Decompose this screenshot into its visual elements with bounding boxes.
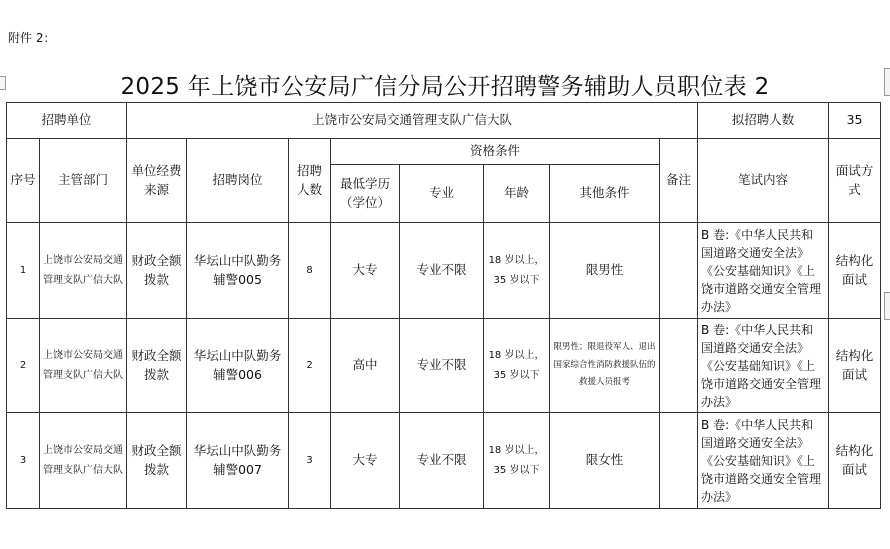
row-other: 限男性；限退役军人、退出国家综合性消防救援队伍的救援人员报考	[550, 319, 660, 413]
row-exam: B 卷:《中华人民共和国道路交通安全法》《公安基础知识》《上饶市道路交通安全管理办法》	[698, 223, 829, 319]
row-funding: 财政全额拨款	[127, 223, 187, 319]
recruit-unit-label: 招聘单位	[7, 103, 127, 139]
row-education: 大专	[331, 223, 400, 319]
col-header-funding: 单位经费来源	[127, 139, 187, 223]
recruit-unit-value: 上饶市公安局交通管理支队广信大队	[127, 103, 698, 139]
row-education: 大专	[331, 413, 400, 509]
row-age: 18 岁以上，35 岁以下	[484, 319, 550, 413]
row-major: 专业不限	[400, 223, 484, 319]
col-header-remarks: 备注	[660, 139, 698, 223]
page-edge-marker	[884, 68, 890, 96]
col-header-other: 其他条件	[550, 165, 660, 223]
row-index: 3	[7, 413, 40, 509]
col-header-exam: 笔试内容	[698, 139, 829, 223]
row-other: 限女性	[550, 413, 660, 509]
unit-row	[7, 103, 881, 139]
page-title: 2025 年上饶市公安局广信分局公开招聘警务辅助人员职位表 2	[120, 74, 770, 100]
header-row	[7, 139, 881, 165]
row-headcount: 8	[289, 223, 331, 319]
row-index: 1	[7, 223, 40, 319]
row-funding: 财政全额拨款	[127, 413, 187, 509]
row-remarks	[660, 413, 698, 509]
planned-count-value: 35	[829, 103, 881, 139]
row-funding: 财政全额拨款	[127, 319, 187, 413]
table-row	[7, 223, 881, 319]
col-header-index: 序号	[7, 139, 40, 223]
table-row	[7, 413, 881, 509]
row-position: 华坛山中队勤务辅警005	[187, 223, 289, 319]
row-exam: B 卷:《中华人民共和国道路交通安全法》《公安基础知识》《上饶市道路交通安全管理办法》	[698, 319, 829, 413]
row-major: 专业不限	[400, 319, 484, 413]
row-major: 专业不限	[400, 413, 484, 509]
table-row	[7, 319, 881, 413]
row-age: 18 岁以上，35 岁以下	[484, 413, 550, 509]
col-header-headcount: 招聘人数	[289, 139, 331, 223]
row-interview: 结构化面试	[829, 319, 881, 413]
row-position: 华坛山中队勤务辅警007	[187, 413, 289, 509]
col-header-department: 主管部门	[40, 139, 127, 223]
page-edge-marker	[884, 292, 890, 320]
row-remarks	[660, 223, 698, 319]
page-edge-marker	[0, 76, 6, 90]
col-header-qualifications: 资格条件	[331, 139, 660, 165]
attachment-label: 附件 2：	[8, 31, 56, 45]
row-age: 18 岁以上，35 岁以下	[484, 223, 550, 319]
row-other: 限男性	[550, 223, 660, 319]
col-header-major: 专业	[400, 165, 484, 223]
row-index: 2	[7, 319, 40, 413]
row-department: 上饶市公安局交通管理支队广信大队	[40, 319, 127, 413]
col-header-education: 最低学历（学位）	[331, 165, 400, 223]
col-header-age: 年龄	[484, 165, 550, 223]
row-department: 上饶市公安局交通管理支队广信大队	[40, 223, 127, 319]
row-exam: B 卷:《中华人民共和国道路交通安全法》《公安基础知识》《上饶市道路交通安全管理办法》	[698, 413, 829, 509]
row-headcount: 3	[289, 413, 331, 509]
row-interview: 结构化面试	[829, 223, 881, 319]
planned-count-label: 拟招聘人数	[698, 103, 829, 139]
col-header-interview: 面试方式	[829, 139, 881, 223]
row-headcount: 2	[289, 319, 331, 413]
row-interview: 结构化面试	[829, 413, 881, 509]
row-department: 上饶市公安局交通管理支队广信大队	[40, 413, 127, 509]
row-remarks	[660, 319, 698, 413]
row-education: 高中	[331, 319, 400, 413]
col-header-position: 招聘岗位	[187, 139, 289, 223]
positions-table	[6, 102, 881, 509]
row-position: 华坛山中队勤务辅警006	[187, 319, 289, 413]
